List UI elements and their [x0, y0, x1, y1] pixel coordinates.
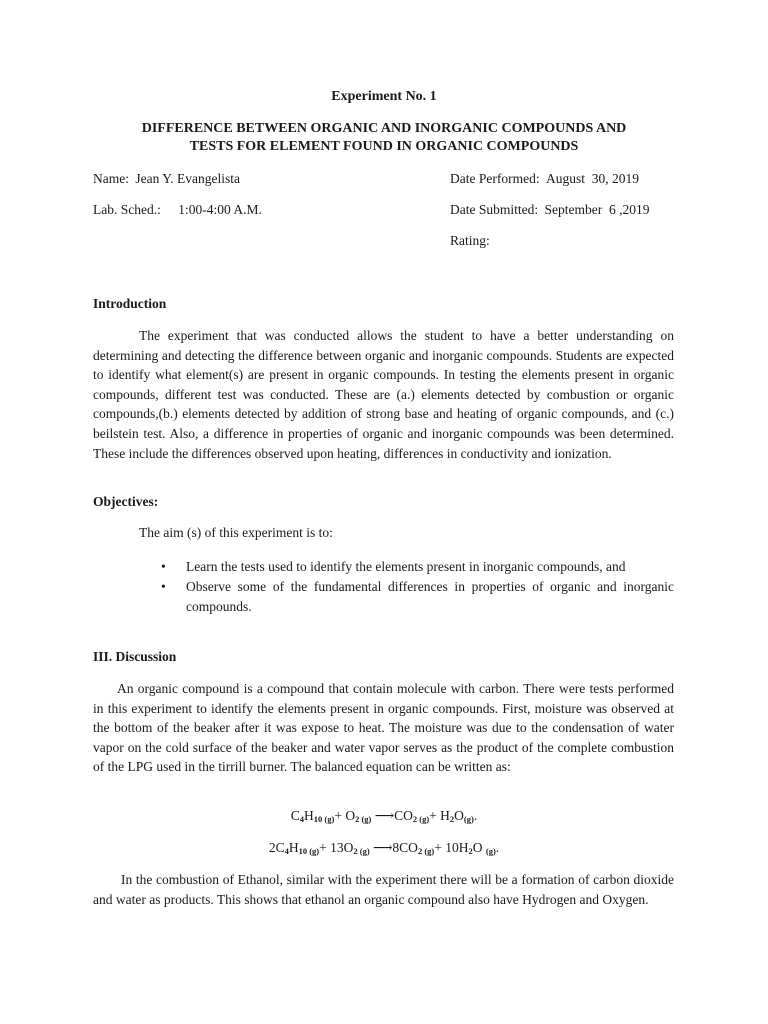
objectives-list	[163, 557, 674, 617]
name-row	[93, 171, 240, 187]
bullet-icon: •	[161, 579, 166, 594]
objectives-intro: The aim (s) of this experiment is to:	[139, 525, 333, 540]
objectives-heading: Objectives:	[93, 494, 159, 509]
introduction-heading: Introduction	[93, 296, 167, 311]
name-label: Name:	[93, 171, 129, 186]
rating-label: Rating:	[450, 233, 490, 248]
equation-2: $2C_4H_{10 (g)}+ 13O_{2 (g)}$ $⟶8CO_{2 (g)}+ 10H_2O$ $_{(g)}$.	[268, 840, 500, 856]
document-title-line-1: DIFFERENCE BETWEEN ORGANIC AND INORGANIC COMPOUNDS AND	[141, 121, 627, 136]
name-value: Jean Y. Evangelista	[135, 171, 240, 186]
date-performed-label: Date Performed:	[450, 171, 540, 186]
date-performed-value: August 30, 2019	[545, 171, 639, 186]
discussion-paragraph-2: In the combustion of Ethanol, similar with the experiment there will be a formation of carbon dioxide and water as products. This shows that ethanol an organic compound also have Hydrogen and Oxygen.	[93, 872, 674, 907]
list-item: • Learn the tests used to identify the elements present in inorganic compounds, and	[163, 557, 674, 577]
date-performed-row	[450, 171, 639, 187]
lab-schedule-label: Lab. Sched.:	[93, 202, 161, 217]
lab-schedule-value: 1:00-4:00 A.M.	[178, 202, 262, 217]
discussion-paragraph-1: An organic compound is a compound that contain molecule with carbon. There were tests performed in this experiment to identify the elements present in organic compounds. First, moisture was observed at the bottom of the beaker after it was expose to heat. The moisture was due to the condensation of water vapor on the cold surface of the beaker and water vapor serves as the product of the complete combustion of the LPG used in the tirrill burner. The balanced equation can be written as:	[93, 681, 674, 775]
date-submitted-value: September 6 ,2019	[544, 202, 650, 217]
date-submitted-label: Date Submitted:	[450, 202, 539, 217]
discussion-heading: III. Discussion	[93, 649, 177, 664]
introduction-paragraph: The experiment that was conducted allows the student to have a better understanding on determining and detecting the difference between organic and inorganic compounds. Students are expected to identify what element(s) are present in organic compounds. In testing the elements present in organic compounds, different test was conducted. These are (a.) elements detected by combustion or organic compounds,(b.) elements detected by addition of strong base and heating of organic compounds, and (c.) beilstein test. Also, a difference in properties of organic and inorganic compounds was been determined. These include the differences observed upon heating, differences in conductivity and ionization.	[93, 328, 674, 461]
bullet-icon: •	[161, 559, 166, 574]
list-item: • Observe some of the fundamental differences in properties of organic and inorganic compounds.	[161, 579, 674, 614]
document-title-line-2: TESTS FOR ELEMENT FOUND IN ORGANIC COMPOUNDS	[189, 139, 579, 154]
date-submitted-row	[450, 202, 649, 218]
experiment-number: Experiment No. 1	[331, 89, 437, 104]
lab-schedule-row	[93, 202, 262, 218]
equation-1: $C_4H_{10 (g)}+ O_{2 (g)}$ $⟶CO_{2 (g)}+ H_2O_{(g)}$.	[290, 808, 478, 824]
